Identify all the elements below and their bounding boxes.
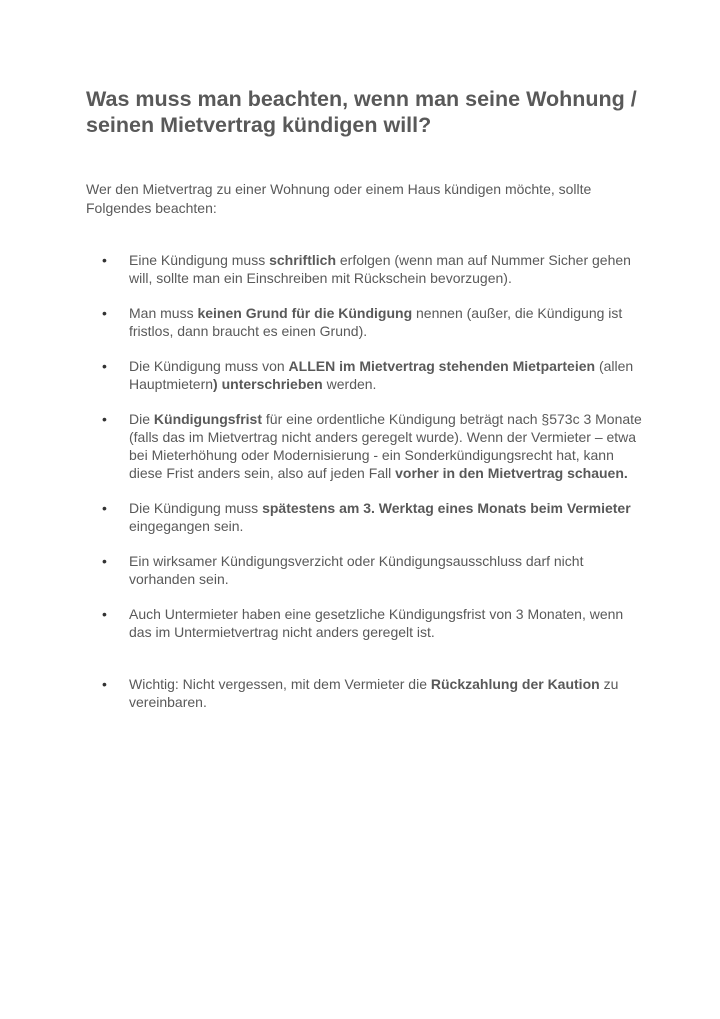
list-item: • Die Kündigung muss von ALLEN im Mietvertrag stehenden Mietparteien (allen Hauptmietern) unterschrieben werden. [102,358,634,392]
intro-paragraph: Wer den Mietvertrag zu einer Wohnung oder einem Haus kündigen möchte, sollte Folgendes beachten: [86,181,592,216]
list-item: • Ein wirksamer Kündigungsverzicht oder Kündigungsausschluss darf nicht vorhanden sein. [102,553,584,587]
list-item: • Die Kündigung muss spätestens am 3. Werktag eines Monats beim Vermieter eingegangen sein. [102,500,631,534]
list-item: • Man muss keinen Grund für die Kündigung nennen (außer, die Kündigung ist fristlos, dann braucht es einen Grund). [102,305,623,339]
list-item: • Wichtig: Nicht vergessen, mit dem Vermieter die Rückzahlung der Kaution zu vereinbaren. [102,676,619,710]
bullet-icon: • [102,676,107,692]
bullet-icon: • [102,305,107,321]
page-title: Was muss man beachten, wenn man seine Wohnung / seinen Mietvertrag kündigen will? [86,87,637,137]
bullet-icon: • [102,252,107,268]
bullet-icon: • [102,500,107,516]
bullet-icon: • [102,358,107,374]
bullet-icon: • [102,606,107,622]
bullet-icon: • [102,411,107,427]
list-item: • Eine Kündigung muss schriftlich erfolgen (wenn man auf Nummer Sicher gehen will, sollte man ein Einschreiben mit Rückschein bevorzugen). [102,252,631,286]
list-item: • Auch Untermieter haben eine gesetzliche Kündigungsfrist von 3 Monaten, wenn das im Untermietvertrag nicht anders geregelt ist. [102,606,624,640]
checklist [86,251,646,728]
bullet-icon: • [102,553,107,569]
list-item: • Die Kündigungsfrist für eine ordentliche Kündigung beträgt nach §573c 3 Monate (falls das im Mietvertrag nicht anders geregelt wurde). Wenn der Vermieter – etwa bei Mieterhöhung oder Modernisierung - ein Sonderkündigungsrecht hat, kann diese Frist anders sein, also auf jeden Fall vorher in den Mietvertrag schauen. [102,411,642,481]
